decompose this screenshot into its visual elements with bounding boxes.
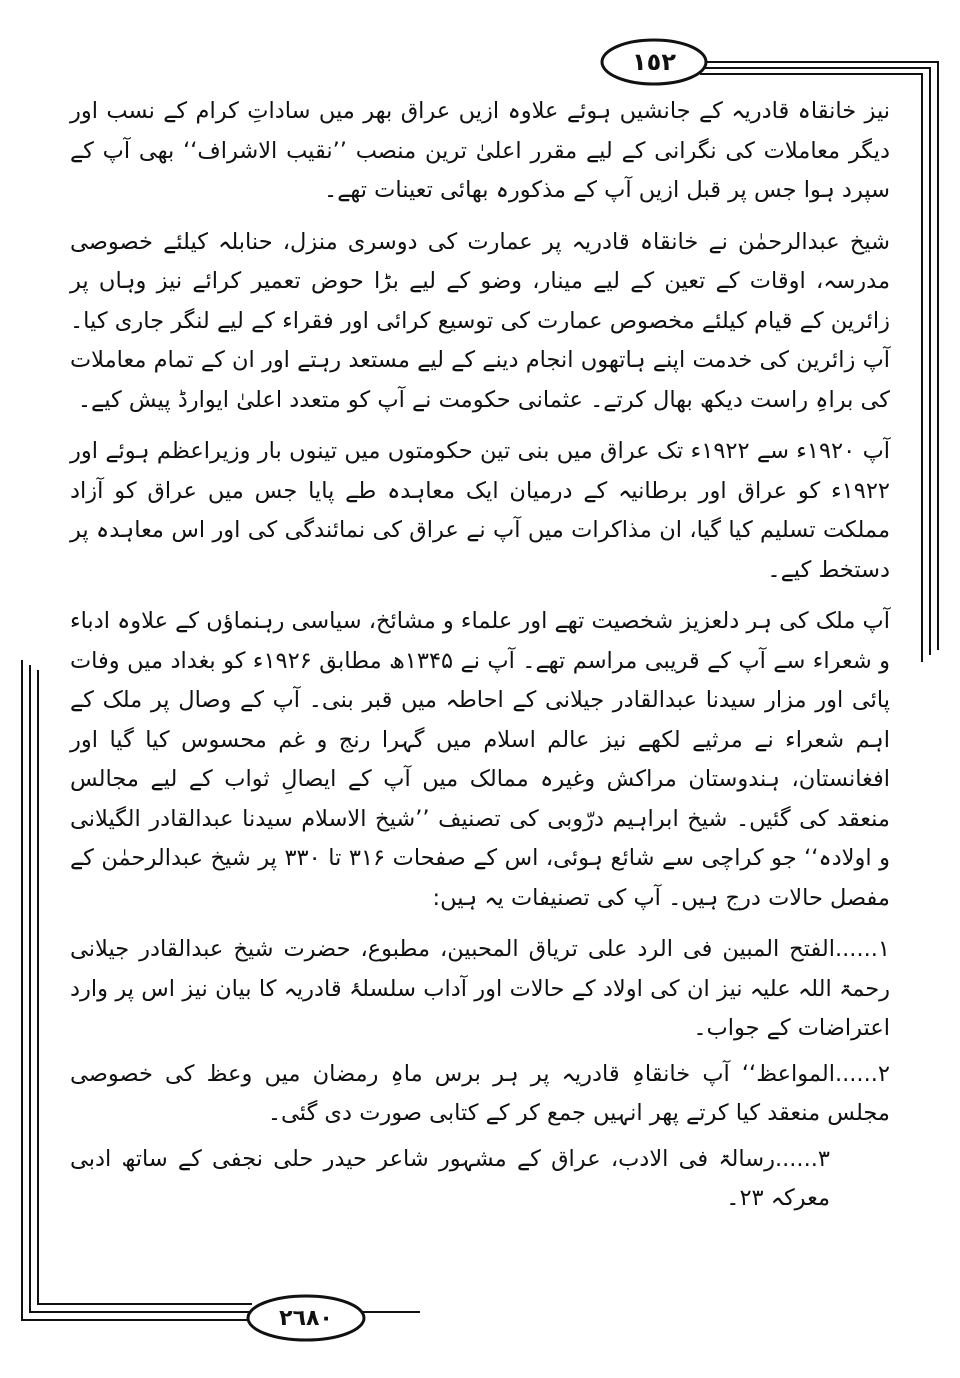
- list-item-2: ۲......المواعظ‘‘ آپ خانقاہِ قادریہ پر ہر برس ماہِ رمضان میں وعظ کی خصوصی مجلس منعقد کیا کرتے پھر انہیں جمع کر کے کتابی صورت دی گئی۔: [70, 1060, 890, 1126]
- paragraph-3: آپ ۱۹۲۰ء سے ۱۹۲۲ء تک عراق میں بنی تین حکومتوں میں تینوں بار وزیراعظم ہوئے اور ۱۹۲۲ء کو عراق اور برطانیہ کے درمیان ایک معاہدہ طے پایا جس میں عراق کو آزاد مملکت تسلیم کیا گیا، ان مذاکرات میں آپ نے عراق کی نمائندگی کی اور اس معاہدہ پر دستخط کیے۔: [70, 438, 891, 583]
- bottom-page-number: ٢٦٨٠: [279, 1305, 333, 1331]
- main-text: [70, 92, 890, 1225]
- list-item-1: ۱......الفتح المبین فی الرد علی تریاق المحبین، مطبوع، حضرت شیخ عبدالقادر جیلانی رحمۃ اللہ علیہ نیز ان کی اولاد کے حالات اور آداب سلسلۂ قادریہ کا بیان نیز اس پر وارد اعتراضات کے جواب۔: [70, 936, 890, 1041]
- paragraph-1: نیز خانقاہ قادریہ کے جانشیں ہوئے علاوہ ازیں عراق بھر میں ساداتِ کرام کے نسب اور دیگر معاملات کی نگرانی کے لیے مقرر اعلیٰ ترین منصب ’’نقیب الاشراف‘‘ بھی آپ کے سپرد ہوا جس پر قبل ازیں آپ کے مذکورہ بھائی تعینات تھے۔: [70, 98, 890, 203]
- paragraph-2: شیخ عبدالرحمٰن نے خانقاہ قادریہ پر عمارت کی دوسری منزل، حنابلہ کیلئے خصوصی مدرسہ، اوقات کے تعین کے لیے مینار، وضو کے لیے بڑا حوض تعمیر کرائے نیز وہاں پر زائرین کے قیام کیلئے مخصوص عمارت کی توسیع کرائی اور فقراء کے لیے لنگر جاری کیا۔ آپ زائرین کی خدمت اپنے ہاتھوں انجام دینے کے لیے مستعد رہتے اور ان کے تمام معاملات کی براہِ راست دیکھ بھال کرتے۔ عثمانی حکومت نے آپ کو متعدد اعلیٰ ایوارڈ پیش کیے۔: [70, 228, 890, 413]
- top-page-number: ١٥٢: [632, 48, 676, 76]
- works-list: [70, 930, 890, 1219]
- list-item-3: ۳......رسالۃ فی الادب، عراق کے مشہور شاعر حیدر حلی نجفی کے ساتھ ادبی معرکہ ۲۳۔: [70, 1145, 830, 1211]
- paragraph-4: آپ ملک کی ہر دلعزیز شخصیت تھے اور علماء و مشائخ، سیاسی رہنماؤں کے علاوہ ادباء و شعراء سے آپ کے قریبی مراسم تھے۔ آپ نے ۱۳۴۵ھ مطابق ۱۹۲۶ء کو بغداد میں وفات پائی اور مزار سیدنا عبدالقادر جیلانی کے احاطہ میں قبر بنی۔ آپ کے وصال پر ملک کے اہم شعراء نے مرثیے لکھے نیز عالم اسلام میں گہرا رنج و غم محسوس کیا گیا اور افغانستان، ہندوستان مراکش وغیرہ ممالک میں آپ کے ایصالِ ثواب کے لیے مجالس منعقد کی گئیں۔ شیخ ابراہیم درّوبی کی تصنیف ’’شیخ الاسلام سیدنا عبدالقادر الگیلانی و اولادہ‘‘ جو کراچی سے شائع ہوئی، اس کے صفحات ۳۱۶ تا ۳۳۰ پر شیخ عبدالرحمٰن کے مفصل حالات درج ہیں۔ آپ کی تصنیفات یہ ہیں:: [70, 608, 891, 911]
